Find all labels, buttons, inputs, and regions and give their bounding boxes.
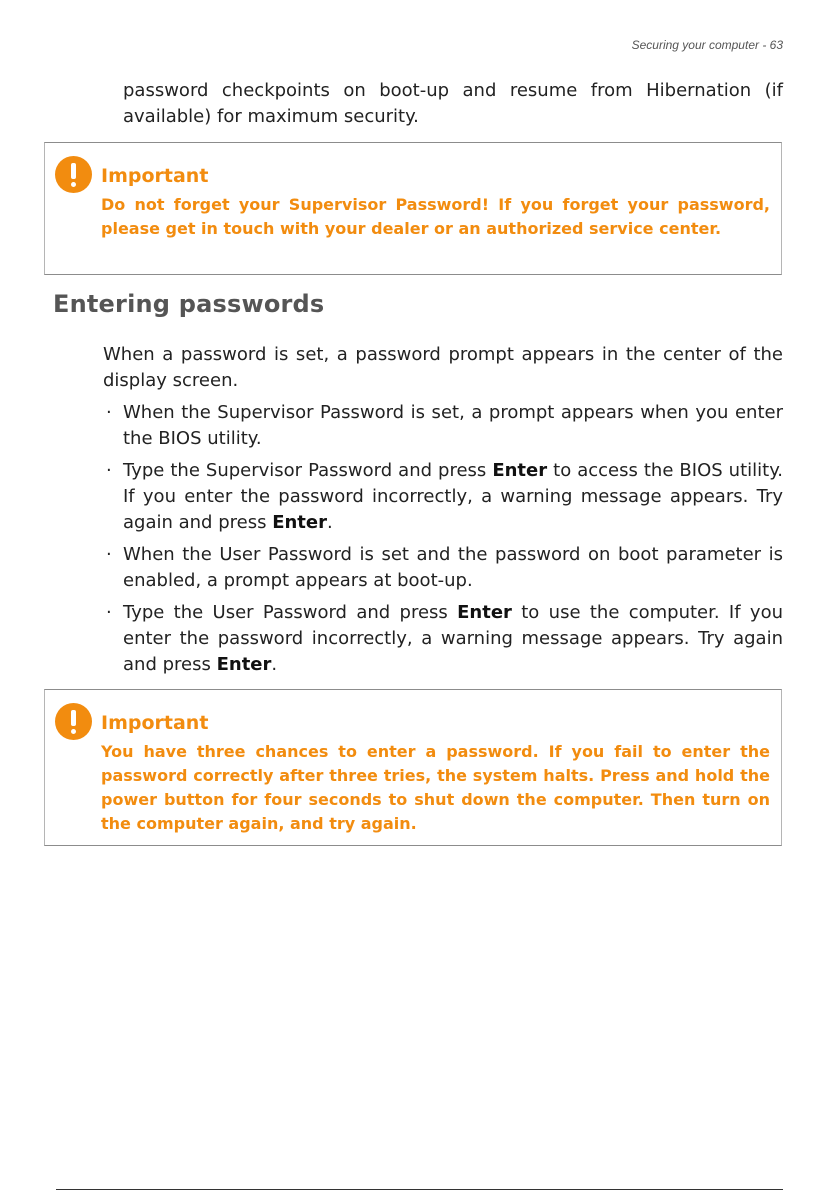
- list-item-text: .: [271, 654, 278, 675]
- intro-paragraph: password checkpoints on boot-up and resume from Hibernation (if available) for maximum security.: [123, 80, 783, 127]
- section-lead-paragraph: When a password is set, a password prompt appears in the center of the display screen.: [103, 344, 783, 391]
- list-item-text: to access the BIOS utility. If you enter the password incorrectly, a warning message appears. Try again and press: [123, 460, 784, 533]
- notice-body: You have three chances to enter a password. If you fail to enter the password correctly after three tries, the system halts. Press and hold the power button for four seconds to shut down the computer. Then turn on the computer again, and try again.: [101, 742, 770, 833]
- key-name: Enter: [457, 602, 512, 623]
- section-title: Entering passwords: [53, 290, 325, 318]
- list-item-text: When the User Password is set and the password on boot parameter is enabled, a prompt appears at boot-up.: [123, 544, 783, 591]
- notice-title: Important: [101, 712, 209, 734]
- key-name: Enter: [272, 512, 327, 533]
- list-item-text: Type the Supervisor Password and press: [123, 460, 493, 481]
- list-item-text: .: [327, 512, 333, 533]
- key-name: Enter: [492, 460, 548, 481]
- bullet-list: [103, 400, 783, 684]
- running-header: Securing your computer - 63: [631, 38, 783, 52]
- warning-icon: [55, 156, 92, 193]
- notice-title: Important: [101, 165, 209, 187]
- important-notice-2: [44, 689, 782, 846]
- bullet-dot: ·: [106, 602, 112, 623]
- notice-body: Do not forget your Supervisor Password! If you forget your password, please get in touch with your dealer or an authorized service center.: [101, 195, 770, 238]
- list-item: [103, 458, 783, 536]
- list-item: [103, 600, 783, 678]
- key-name: Enter: [216, 654, 272, 675]
- bullet-dot: ·: [106, 402, 112, 423]
- list-item-text: When the Supervisor Password is set, a prompt appears when you enter the BIOS utility.: [123, 402, 783, 449]
- list-item: [103, 400, 783, 452]
- important-notice-1: [44, 142, 782, 275]
- bullet-dot: ·: [106, 544, 112, 565]
- footer-divider: [56, 1189, 783, 1190]
- warning-icon: [55, 703, 92, 740]
- list-item: [103, 542, 783, 594]
- bullet-dot: ·: [106, 460, 112, 481]
- list-item-text: Type the User Password and press: [123, 602, 458, 623]
- list-item-text: to use the computer. If you enter the password incorrectly, a warning message appears. Try again and press: [123, 602, 783, 675]
